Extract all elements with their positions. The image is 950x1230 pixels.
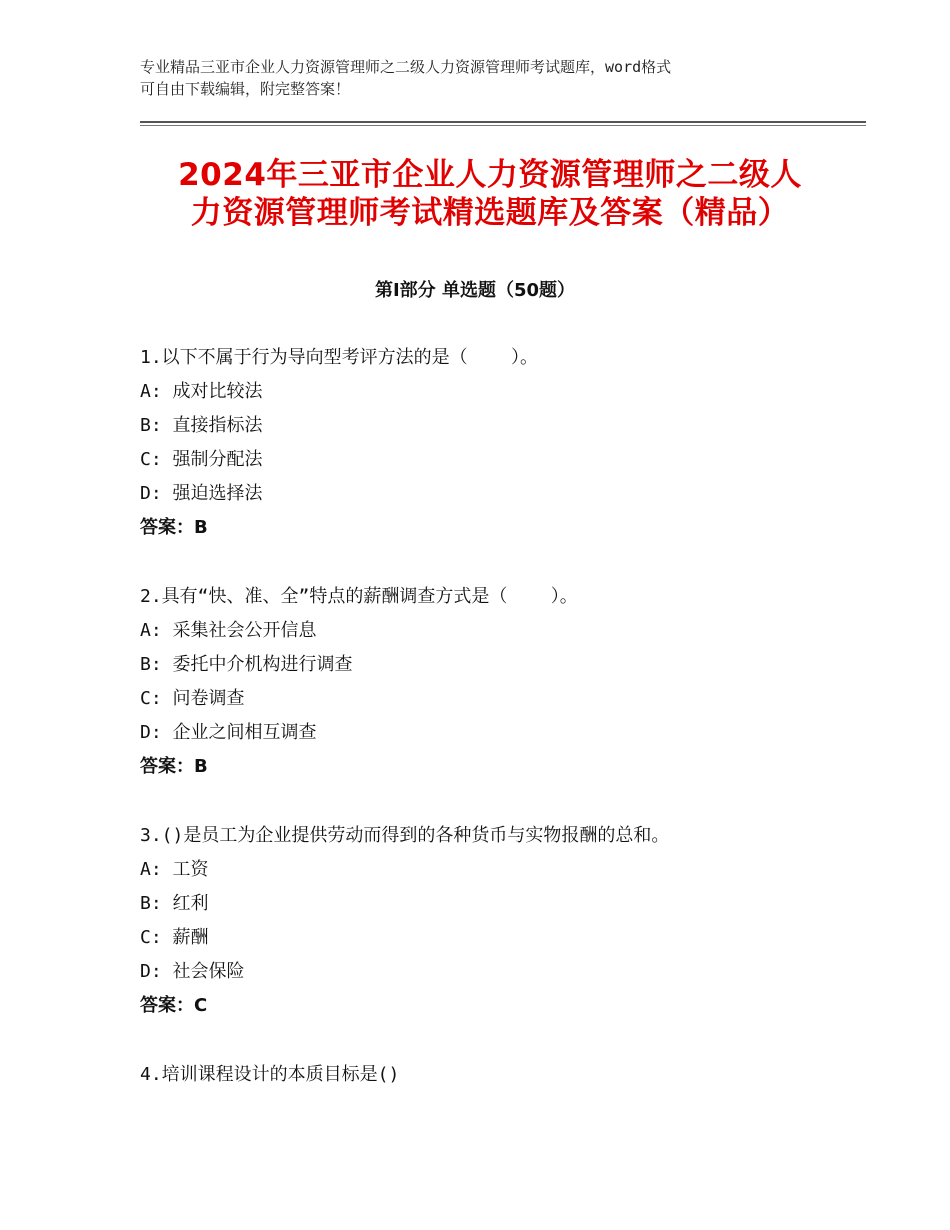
option-c: C: 薪酬 bbox=[140, 927, 209, 948]
header-divider-thin bbox=[140, 125, 866, 126]
question-2 bbox=[140, 583, 840, 787]
answer: 答案：B bbox=[140, 517, 208, 538]
option-d: D: 强迫选择法 bbox=[140, 483, 263, 504]
question-stem: 4.培训课程设计的本质目标是() bbox=[140, 1064, 400, 1085]
option-b: B: 委托中介机构进行调查 bbox=[140, 654, 353, 675]
option-b: B: 直接指标法 bbox=[140, 415, 263, 436]
header-divider bbox=[140, 121, 866, 123]
document-title-line-1: 2024年三亚市企业人力资源管理师之二级人 bbox=[178, 157, 802, 193]
section-heading: 第Ⅰ部分 单选题（50题） bbox=[374, 280, 575, 301]
question-stem: 3.()是员工为企业提供劳动而得到的各种货币与实物报酬的总和。 bbox=[140, 825, 670, 846]
option-d: D: 社会保险 bbox=[140, 961, 245, 982]
document-title bbox=[140, 156, 840, 232]
header-note-line-1: 专业精品三亚市企业人力资源管理师之二级人力资源管理师考试题库，word格式 bbox=[140, 58, 672, 76]
document-title-line-2: 力资源管理师考试精选题库及答案（精品） bbox=[190, 195, 790, 231]
header-note-line-2: 可自由下载编辑，附完整答案！ bbox=[140, 80, 351, 98]
answer: 答案：B bbox=[140, 756, 208, 777]
question-stem: 2.具有“快、准、全”特点的薪酬调查方式是（ ）。 bbox=[140, 586, 578, 607]
answer: 答案：C bbox=[140, 995, 208, 1016]
option-a: A: 工资 bbox=[140, 859, 209, 880]
question-list bbox=[140, 344, 840, 1130]
header-note bbox=[140, 56, 820, 100]
option-b: B: 红利 bbox=[140, 893, 209, 914]
question-1 bbox=[140, 344, 840, 548]
option-c: C: 强制分配法 bbox=[140, 449, 263, 470]
option-a: A: 成对比较法 bbox=[140, 381, 263, 402]
option-c: C: 问卷调查 bbox=[140, 688, 245, 709]
option-d: D: 企业之间相互调查 bbox=[140, 722, 317, 743]
question-stem: 1.以下不属于行为导向型考评方法的是（ ）。 bbox=[140, 347, 539, 368]
question-3 bbox=[140, 822, 840, 1026]
option-a: A: 采集社会公开信息 bbox=[140, 620, 317, 641]
question-4 bbox=[140, 1061, 840, 1095]
